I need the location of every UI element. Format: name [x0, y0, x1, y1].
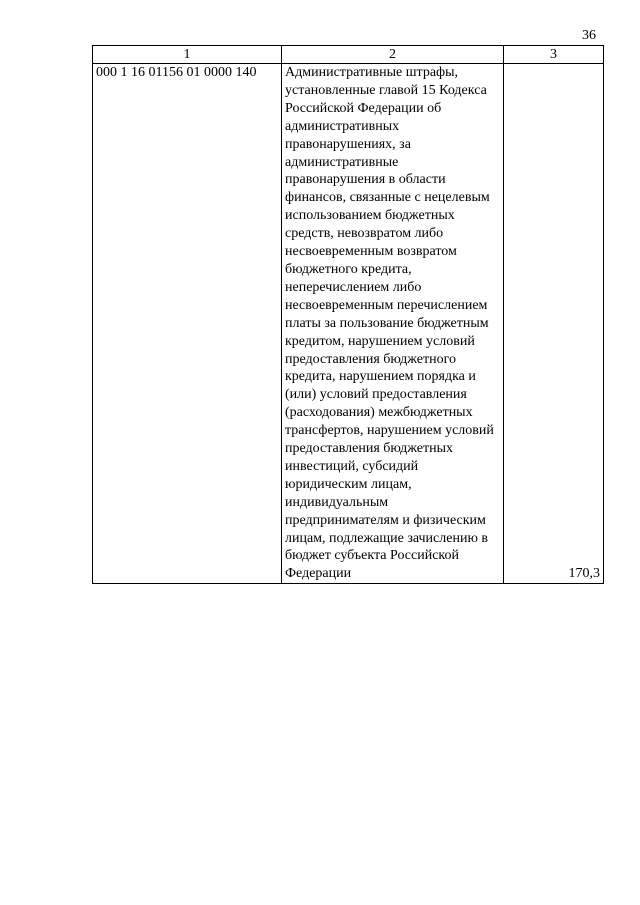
budget-code-cell: 000 1 16 01156 01 0000 140	[93, 64, 282, 584]
column-header-2: 2	[282, 46, 504, 64]
page-number: 36	[582, 28, 596, 43]
budget-table	[92, 45, 604, 584]
income-name-cell: Административные штрафы, установленные главой 15 Кодекса Российской Федерации об административных правонарушениях, за административные правонарушения в области финансов, связанные с нецелевым использованием бюджетных средств, невозвратом либо несвоевременным возвратом бюджетного кредита, неперечислением либо несвоевременным перечислением платы за пользование бюджетным кредитом, нарушением условий предоставления бюджетного кредита, нарушением порядка и (или) условий предоставления (расходования) межбюджетных трансфертов, нарушением условий предоставления бюджетных инвестиций, субсидий юридическим лицам, индивидуальным предпринимателям и физическим лицам, подлежащие зачислению в бюджет субъекта Российской Федерации	[282, 64, 504, 584]
table-header-row	[93, 46, 604, 64]
column-header-3: 3	[504, 46, 604, 64]
table-row	[93, 64, 604, 584]
amount-cell: 170,3	[504, 64, 604, 584]
column-header-1: 1	[93, 46, 282, 64]
